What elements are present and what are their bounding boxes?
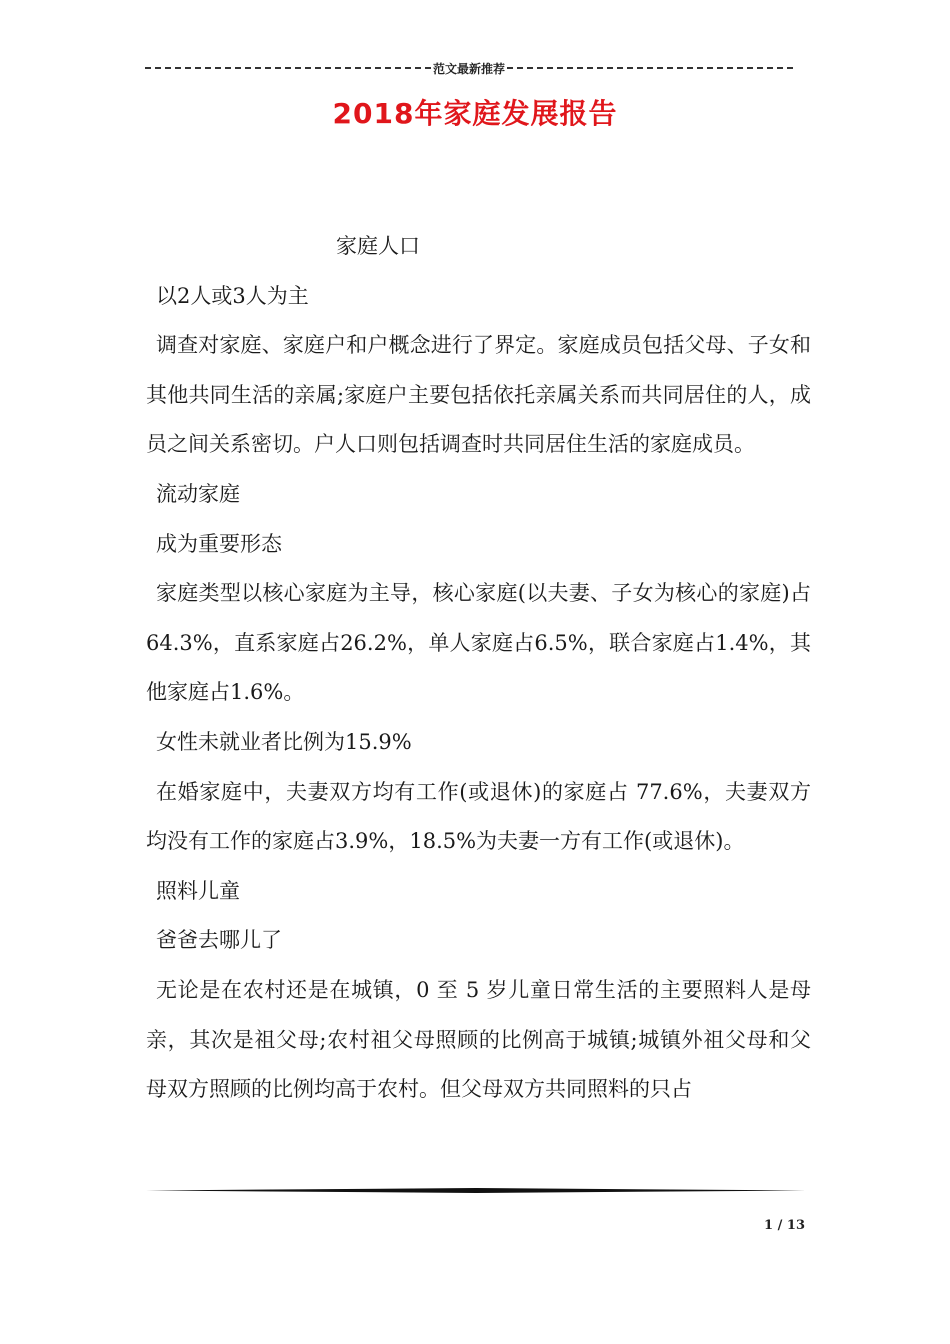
footer-rule <box>146 1188 806 1193</box>
body-paragraph: 无论是在农村还是在城镇，0 至 5 岁儿童日常生活的主要照料人是母亲，其次是祖父母;农村祖父母照顾的比例高于城镇;城镇外祖父母和父母双方照顾的比例均高于农村。但父母双方共同照料的只占 <box>146 977 811 1102</box>
page-header <box>145 58 793 78</box>
body-paragraph: 在婚家庭中，夫妻双方均有工作(或退休)的家庭占 77.6%，夫妻双方均没有工作的家庭占3.9%，18.5%为夫妻一方有工作(或退休)。 <box>146 779 811 854</box>
subheading: 爸爸去哪儿了 <box>156 928 282 953</box>
page-total: 13 <box>786 1218 805 1233</box>
body-paragraph: 调查对家庭、家庭户和户概念进行了界定。家庭成员包括父母、子女和其他共同生活的亲属;家庭户主要包括依托亲属关系而共同居住的人，成员之间关系密切。户人口则包括调查时共同居住生活的家庭成员。 <box>146 333 811 457</box>
header-dash-left <box>145 67 431 69</box>
page-current: 1 <box>764 1218 774 1233</box>
page-separator: / <box>777 1218 783 1233</box>
section-heading: 照料儿童 <box>156 878 240 903</box>
subheading: 女性未就业者比例为15.9% <box>156 729 412 754</box>
document-body <box>146 222 811 1115</box>
body-paragraph: 家庭类型以核心家庭为主导，核心家庭(以夫妻、子女为核心的家庭)占64.3%，直系家庭占26.2%，单人家庭占6.5%，联合家庭占1.4%，其他家庭占1.6%。 <box>146 581 811 705</box>
section-heading: 家庭人口 <box>336 234 420 258</box>
header-label: 范文最新推荐 <box>433 61 506 76</box>
footer-rule-line <box>146 1188 806 1193</box>
document-title: 2018年家庭发展报告 <box>332 97 618 130</box>
header-dash-right <box>507 67 793 69</box>
subheading: 以2人或3人为主 <box>156 283 309 308</box>
page-number <box>764 1218 805 1233</box>
subheading: 成为重要形态 <box>156 531 282 556</box>
section-heading: 流动家庭 <box>156 481 240 506</box>
